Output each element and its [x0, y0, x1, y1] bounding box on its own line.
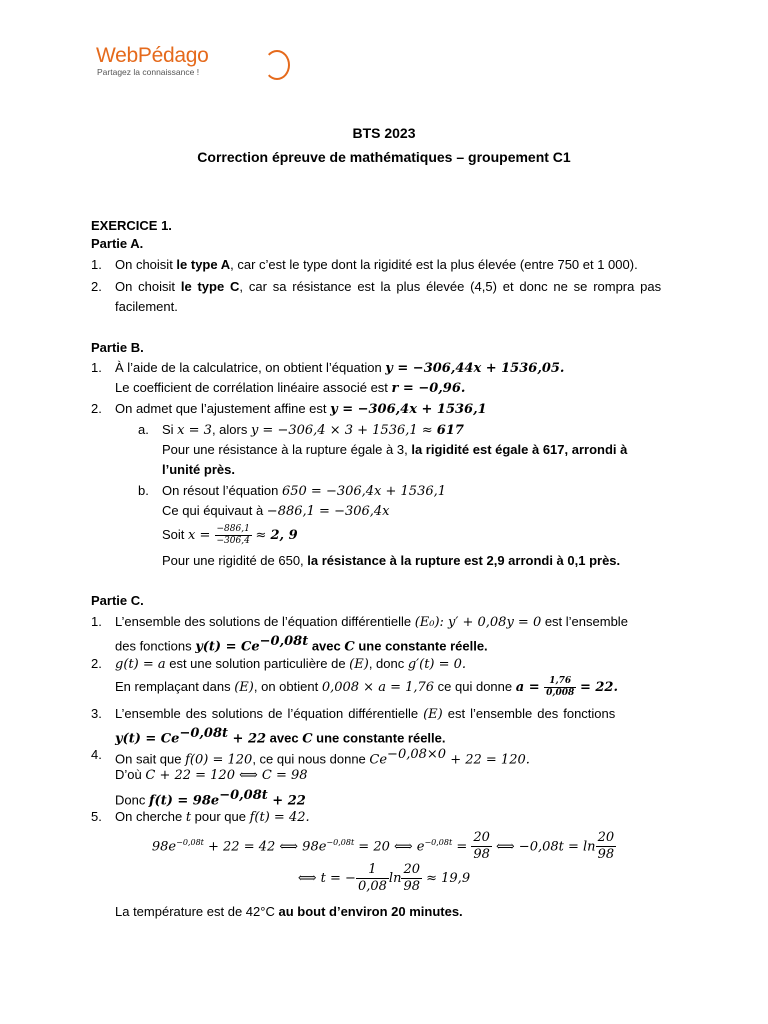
doc-subtitle: Correction épreuve de mathématiques – groupement C1: [197, 149, 571, 165]
b1-number: 1.: [91, 360, 102, 375]
webpedago-logo: [96, 44, 209, 77]
c5-fraction-3: $\frac{1}{0,08}$: [357, 862, 387, 894]
part-c-title: Partie C.: [91, 593, 144, 608]
b1-text: À l’aide de la calculatrice, on obtient l’équation y = −306,44x + 1536,05.: [115, 360, 565, 376]
logo-speech-icon: [264, 50, 290, 80]
c5-text: On cherche t pour que f(t) = 42.: [115, 809, 310, 825]
c2-line2: En remplaçant dans (E), on obtient 0,008 × a = 1,76 ce qui donne a = $\frac{1,76}{0,008}$ = 22.: [115, 676, 618, 699]
c4-text: On sait que f(0) = 120, ce qui nous donne $Ce^{-0,08\times 0} + 22 = 120$.: [115, 747, 530, 768]
a2-text: On choisit le type C, car sa résistance est la plus élevée (4,5) et donc ne se rompra pas: [115, 279, 662, 294]
ba-line3: l’unité près.: [162, 462, 235, 477]
c1-text: L’ensemble des solutions de l’équation différentielle (E₀): y′ + 0,08y = 0 est l’ensemble: [115, 614, 628, 630]
c2-text: g(t) = a est une solution particulière de (E), donc g′(t) = 0.: [115, 656, 467, 672]
c3-line2: $y(t) = Ce^{-0,08t} + 22$ avec C une constante réelle.: [115, 726, 446, 747]
ba-label: a.: [138, 422, 149, 437]
bb-text: On résout l’équation 650 = −306,4x + 1536,1: [162, 483, 447, 499]
c5-number: 5.: [91, 809, 102, 824]
c4-line2: D’où C + 22 = 120 ⟺ C = 98: [115, 767, 308, 783]
c5-fraction-4: $\frac{20}{98}$: [403, 862, 420, 894]
b2-number: 2.: [91, 401, 102, 416]
c1-number: 1.: [91, 614, 102, 629]
ba-line2: Pour une résistance à la rupture égale à 3, la rigidité est égale à 617, arrondi à: [162, 442, 628, 457]
bb-line2: Ce qui équivaut à −886,1 = −306,4x: [162, 503, 390, 519]
bb-fraction: $\frac{-886,1}{-306,4}$: [216, 524, 250, 547]
a1-text: On choisit le type A, car c’est le type dont la rigidité est la plus élevée (entre 750 et 1 000).: [115, 257, 638, 272]
logo-title: WebPédago: [96, 44, 209, 67]
logo-subtitle: Partagez la connaissance !: [97, 67, 200, 77]
b1-line2: Le coefficient de corrélation linéaire associé est r = −0,96.: [115, 380, 466, 396]
c2-fraction: $\frac{1,76}{0,008}$: [546, 676, 575, 699]
c3-number: 3.: [91, 706, 102, 721]
c5-fraction-2: $\frac{20}{98}$: [597, 830, 615, 863]
part-b-title: Partie B.: [91, 340, 144, 355]
exercise-title: EXERCICE 1.: [91, 218, 172, 233]
part-a-title: Partie A.: [91, 236, 144, 251]
bb-line4: Pour une rigidité de 650, la résistance à la rupture est 2,9 arrondi à 0,1 près.: [162, 553, 621, 568]
c4-line3: Donc $f(t) = 98e^{-0,08t} + 22$: [115, 788, 306, 809]
doc-title: BTS 2023: [352, 125, 416, 141]
c4-number: 4.: [91, 747, 102, 762]
a2-number: 2.: [91, 279, 102, 294]
c5-fraction-1: $\frac{20}{98}$: [473, 830, 490, 863]
c2-number: 2.: [91, 656, 102, 671]
c5-display-eq1: $98e^{-0,08t} + 22 = 42$ ⟺ $98e^{-0,08t} = 20$ ⟺ $e^{-0,08t}$ = $\frac{20}{98}$ ⟺ −0,08t = ln $\frac{20}{98}$: [151, 830, 615, 863]
a2-text-line2: facilement.: [115, 299, 178, 314]
a1-number: 1.: [91, 257, 102, 272]
bb-line3: Soit x = $\frac{-886,1}{-306,4}$ ≈ 2, 9: [162, 524, 298, 547]
c1-line2: des fonctions $y(t) = Ce^{-0,08t}$ avec C une constante réelle.: [115, 634, 488, 655]
ba-text: Si x = 3, alors y = −306,4 × 3 + 1536,1 ≈ 617: [162, 422, 464, 438]
c5-display-eq2: ⟺ t = − $\frac{1}{0,08}$ ln $\frac{20}{98}$ ≈ 19,9: [297, 862, 471, 894]
c3-text: L’ensemble des solutions de l’équation différentielle (E) est l’ensemble des fonctions: [115, 706, 616, 722]
c5-conclusion: La température est de 42°C au bout d’environ 20 minutes.: [115, 904, 463, 919]
bb-label: b.: [138, 483, 149, 498]
b2-text: On admet que l’ajustement affine est y = −306,4x + 1536,1: [115, 401, 487, 417]
